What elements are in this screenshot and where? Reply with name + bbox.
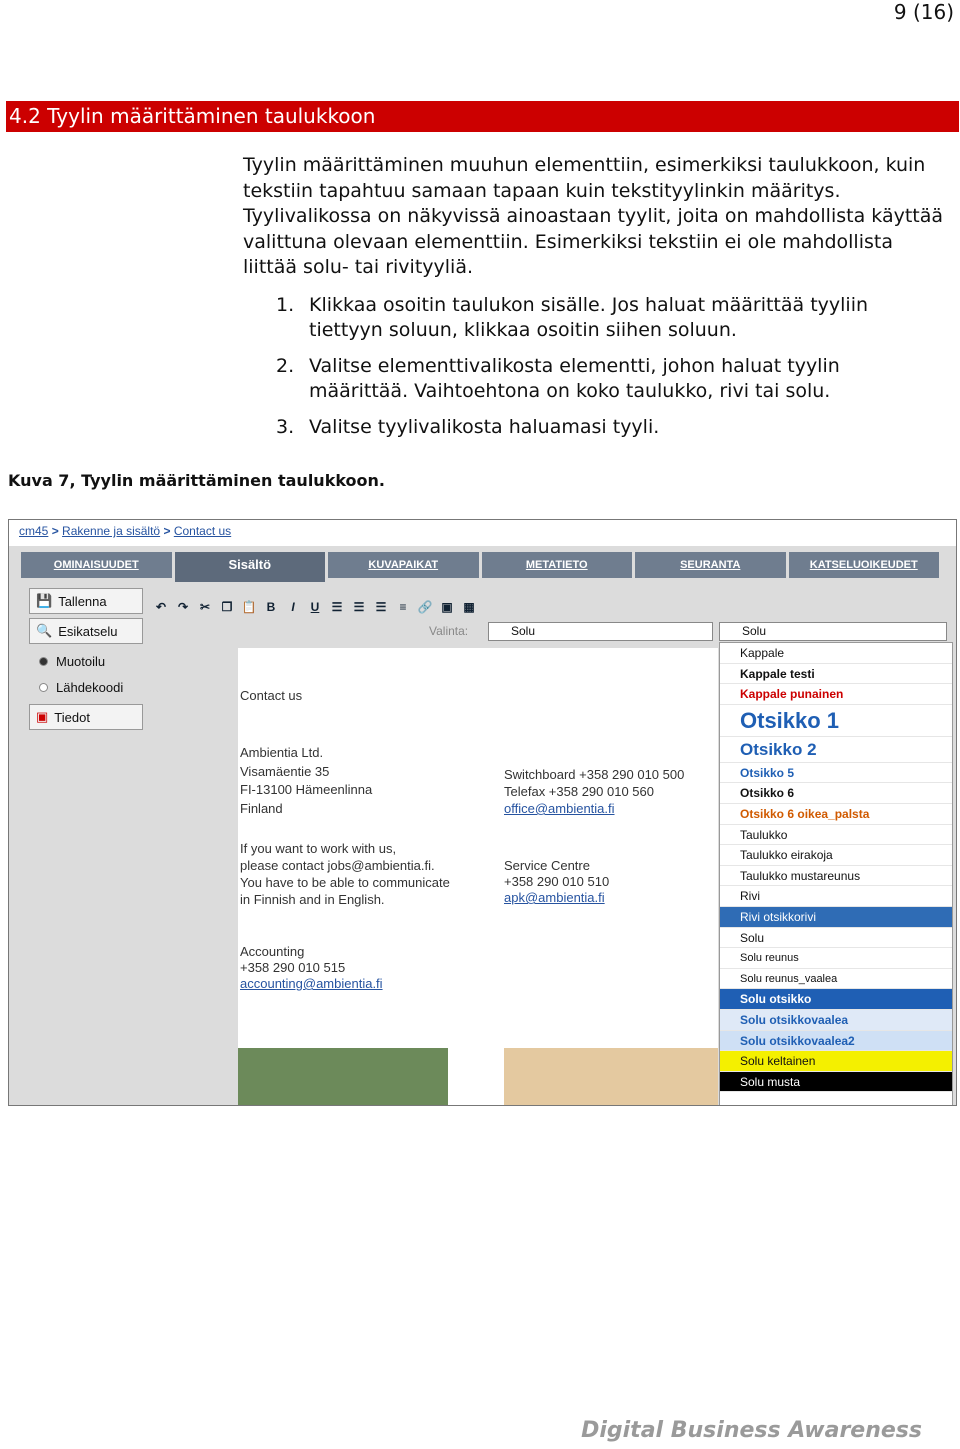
list-item: 3. Valitse tyylivalikosta haluamasi tyyli. (276, 416, 660, 438)
table-cell[interactable]: Accounting +358 290 010 515 accounting@ambientia.fi (240, 944, 383, 991)
section-heading: 4.2 Tyylin määrittäminen taulukkoon (6, 101, 959, 132)
tab-ominaisuudet[interactable]: OMINAISUUDET (21, 552, 172, 578)
table-cell[interactable]: If you want to work with us, please contact jobs@ambientia.fi. You have to be able to communicate in Finnish and in English. (240, 841, 450, 907)
breadcrumb-item[interactable]: cm45 (19, 524, 49, 538)
watermark: Digital Business Awareness (581, 1418, 922, 1443)
save-icon: 💾 (36, 593, 53, 608)
style-option[interactable]: Otsikko 5 (720, 763, 952, 784)
table-cell[interactable]: Switchboard +358 290 010 500 Telefax +358 290 010 560 office@ambientia.fi (504, 767, 685, 816)
list-icon[interactable]: ≡ (399, 600, 407, 614)
style-option[interactable]: Solu otsikkovaalea (720, 1010, 952, 1031)
style-option[interactable]: Rivi otsikkorivi (720, 907, 952, 928)
style-option[interactable]: Otsikko 6 oikea_palsta (720, 804, 952, 825)
style-option[interactable]: Kappale testi (720, 664, 952, 685)
align-left-icon[interactable]: ☰ (331, 600, 343, 614)
tab-kuvapaikat[interactable]: KUVAPAIKAT (328, 552, 479, 578)
style-option[interactable]: Taulukko (720, 825, 952, 846)
image-icon[interactable]: ▣ (441, 600, 453, 614)
save-button[interactable]: 💾 Tallenna (29, 588, 143, 614)
style-option[interactable]: Kappale (720, 643, 952, 664)
align-center-icon[interactable]: ☰ (353, 600, 365, 614)
list-item: 1. Klikkaa osoitin taulukon sisälle. Jos haluat määrittää tyyliin tiettyyn soluun, klikkaa osoitin siihen soluun. (276, 294, 869, 341)
tab-metatieto[interactable]: METATIETO (482, 552, 633, 578)
steps-list (276, 293, 926, 451)
style-option[interactable]: Solu reunus (720, 948, 952, 969)
style-dropdown (719, 642, 953, 1106)
italic-icon[interactable]: I (291, 600, 295, 614)
page-title: Contact us (240, 688, 303, 703)
style-option[interactable]: Kappale punainen (720, 684, 952, 705)
style-option[interactable]: Otsikko 2 (720, 737, 952, 763)
breadcrumb-item[interactable]: Contact us (173, 524, 232, 538)
breadcrumb: cm45 > Rakenne ja sisältö > Contact us (9, 520, 956, 546)
style-option[interactable]: Otsikko 1 (720, 705, 952, 737)
cut-icon[interactable]: ✂ (199, 600, 211, 614)
radio-icon (39, 683, 48, 692)
link-icon[interactable]: 🔗 (417, 600, 433, 614)
info-button[interactable]: ▣ Tiedot (29, 704, 143, 730)
element-select[interactable]: Solu (488, 622, 713, 641)
align-right-icon[interactable]: ☰ (375, 600, 387, 614)
tab-sisalto[interactable]: Sisältö (175, 552, 326, 582)
style-option[interactable]: Solu musta (720, 1072, 952, 1093)
breadcrumb-item[interactable]: Rakenne ja sisältö (62, 524, 161, 538)
style-option[interactable]: Taulukko eirakoja (720, 845, 952, 866)
info-icon: ▣ (36, 709, 49, 724)
style-select[interactable]: Solu (719, 622, 947, 641)
left-panel (29, 588, 143, 734)
photo (504, 1048, 718, 1106)
style-option[interactable]: Solu otsikko (720, 989, 952, 1010)
cms-screenshot (8, 519, 957, 1106)
table-cell[interactable]: Service Centre +358 290 010 510 apk@ambientia.fi (504, 858, 610, 905)
style-option[interactable]: Otsikko 6 (720, 783, 952, 804)
radio-lahdekoodi[interactable]: Lähdekoodi (29, 674, 143, 700)
radio-icon (39, 657, 48, 666)
style-option[interactable]: Solu (720, 928, 952, 949)
table-cell[interactable]: Ambientia Ltd. Visamäentie 35 FI-13100 Hämeenlinna Finland (240, 745, 373, 816)
paste-icon[interactable]: 📋 (241, 600, 257, 614)
style-option[interactable]: Solu keltainen (720, 1051, 952, 1072)
body-paragraph: Tyylin määrittäminen muuhun elementtiin, esimerkiksi taulukkoon, kuin tekstiin tapahtuu samaan tapaan kuin tekstityylinkin määritys. Tyylivalikossa on näkyvissä ainoastaan tyylit, joita on mahdollista käyttää valittuna olevaan elementtiin. Esimerkiksi tekstiin ei ole mahdollista liittää solu- tai rivityyliä. (243, 154, 944, 279)
figure-caption: Kuva 7, Tyylin määrittäminen taulukkoon. (8, 471, 385, 490)
building-photo (238, 1048, 448, 1106)
editor-toolbar (149, 594, 809, 620)
copy-icon[interactable]: ❐ (221, 600, 233, 614)
style-option[interactable]: Solu otsikkovaalea2 (720, 1031, 952, 1052)
selection-label: Valinta: (429, 624, 469, 638)
undo-icon[interactable]: ↶ (155, 600, 167, 614)
page-number: 9 (16) (893, 0, 954, 24)
tab-katseluoikeudet[interactable]: KATSELUOIKEUDET (789, 552, 940, 578)
redo-icon[interactable]: ↷ (177, 600, 189, 614)
underline-icon[interactable]: U (310, 600, 320, 614)
table-icon[interactable]: ▦ (463, 600, 475, 614)
style-option[interactable]: Taulukko mustareunus (720, 866, 952, 887)
bold-icon[interactable]: B (266, 600, 276, 614)
preview-button[interactable]: 🔍 Esikatselu (29, 618, 143, 644)
editor-area[interactable] (238, 648, 718, 1106)
radio-muotoilu[interactable]: Muotoilu (29, 648, 143, 674)
tab-bar (21, 552, 939, 578)
tab-seuranta[interactable]: SEURANTA (635, 552, 786, 578)
style-option[interactable]: Rivi (720, 886, 952, 907)
list-item: 2. Valitse elementtivalikosta elementti, johon haluat tyylin määrittää. Vaihtoehtona on koko taulukko, rivi tai solu. (276, 355, 840, 402)
style-option[interactable]: Solu reunus_vaalea (720, 969, 952, 990)
magnifier-icon: 🔍 (36, 623, 53, 638)
